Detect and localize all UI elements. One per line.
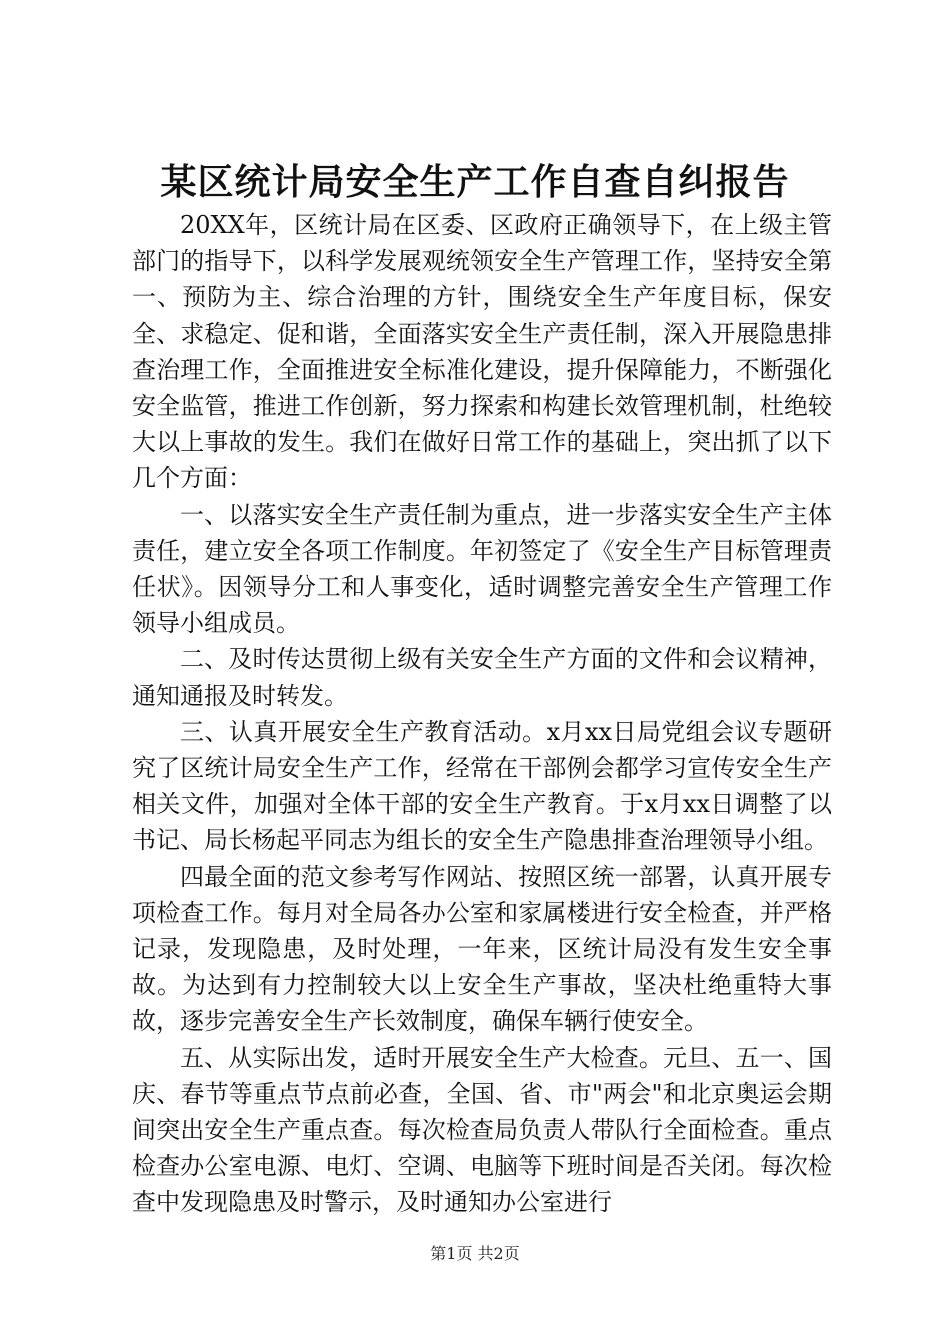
page-footer: 第1页 共2页 [430,1244,520,1263]
paragraph-item-5: 五、从实际出发，适时开展安全生产大检查。元旦、五一、国庆、春节等重点节点前必查，全国、省、市"两会"和北京奥运会期间突出安全生产重点查。每次检查局负责人带队行全面检查。重点检查办公室电源、电灯、空调、电脑等下班时间是否关闭。每次检查中发现隐患及时警示，及时通知办公室进行 [132,1043,832,1217]
paragraph-intro: 20XX年，区统计局在区委、区政府正确领导下，在上级主管部门的指导下，以科学发展观统领安全生产管理工作，坚持安全第一、预防为主、综合治理的方针，围绕安全生产年度目标，保安全、求稳定、促和谐，全面落实安全生产责任制，深入开展隐患排查治理工作，全面推进安全标准化建设，提升保障能力，不断强化安全监管，推进工作创新，努力探索和构建长效管理机制，杜绝较大以上事故的发生。我们在做好日常工作的基础上，突出抓了以下几个方面： [132,211,832,493]
document-title: 某区统计局安全生产工作自查自纠报告 [160,161,790,203]
paragraph-item-1: 一、以落实安全生产责任制为重点，进一步落实安全生产主体责任，建立安全各项工作制度。年初签定了《安全生产目标管理责任状》。因领导分工和人事变化，适时调整完善安全生产管理工作领导小组成员。 [132,500,832,638]
paragraph-item-2: 二、及时传达贯彻上级有关安全生产方面的文件和会议精神，通知通报及时转发。 [132,645,832,710]
document-body [132,207,832,1221]
paragraph-item-3: 三、认真开展安全生产教育活动。x月xx日局党组会议专题研究了区统计局安全生产工作，经常在干部例会都学习宣传安全生产相关文件，加强对全体干部的安全生产教育。于x月xx日调整了以书记、局长杨起平同志为组长的安全生产隐患排查治理领导小组。 [132,717,832,855]
paragraph-item-4: 四最全面的范文参考写作网站、按照区统一部署，认真开展专项检查工作。每月对全局各办公室和家属楼进行安全检查，并严格记录，发现隐患，及时处理，一年来，区统计局没有发生安全事故。为达到有力控制较大以上安全生产事故，坚决杜绝重特大事故，逐步完善安全生产长效制度，确保车辆行使安全。 [132,862,832,1036]
